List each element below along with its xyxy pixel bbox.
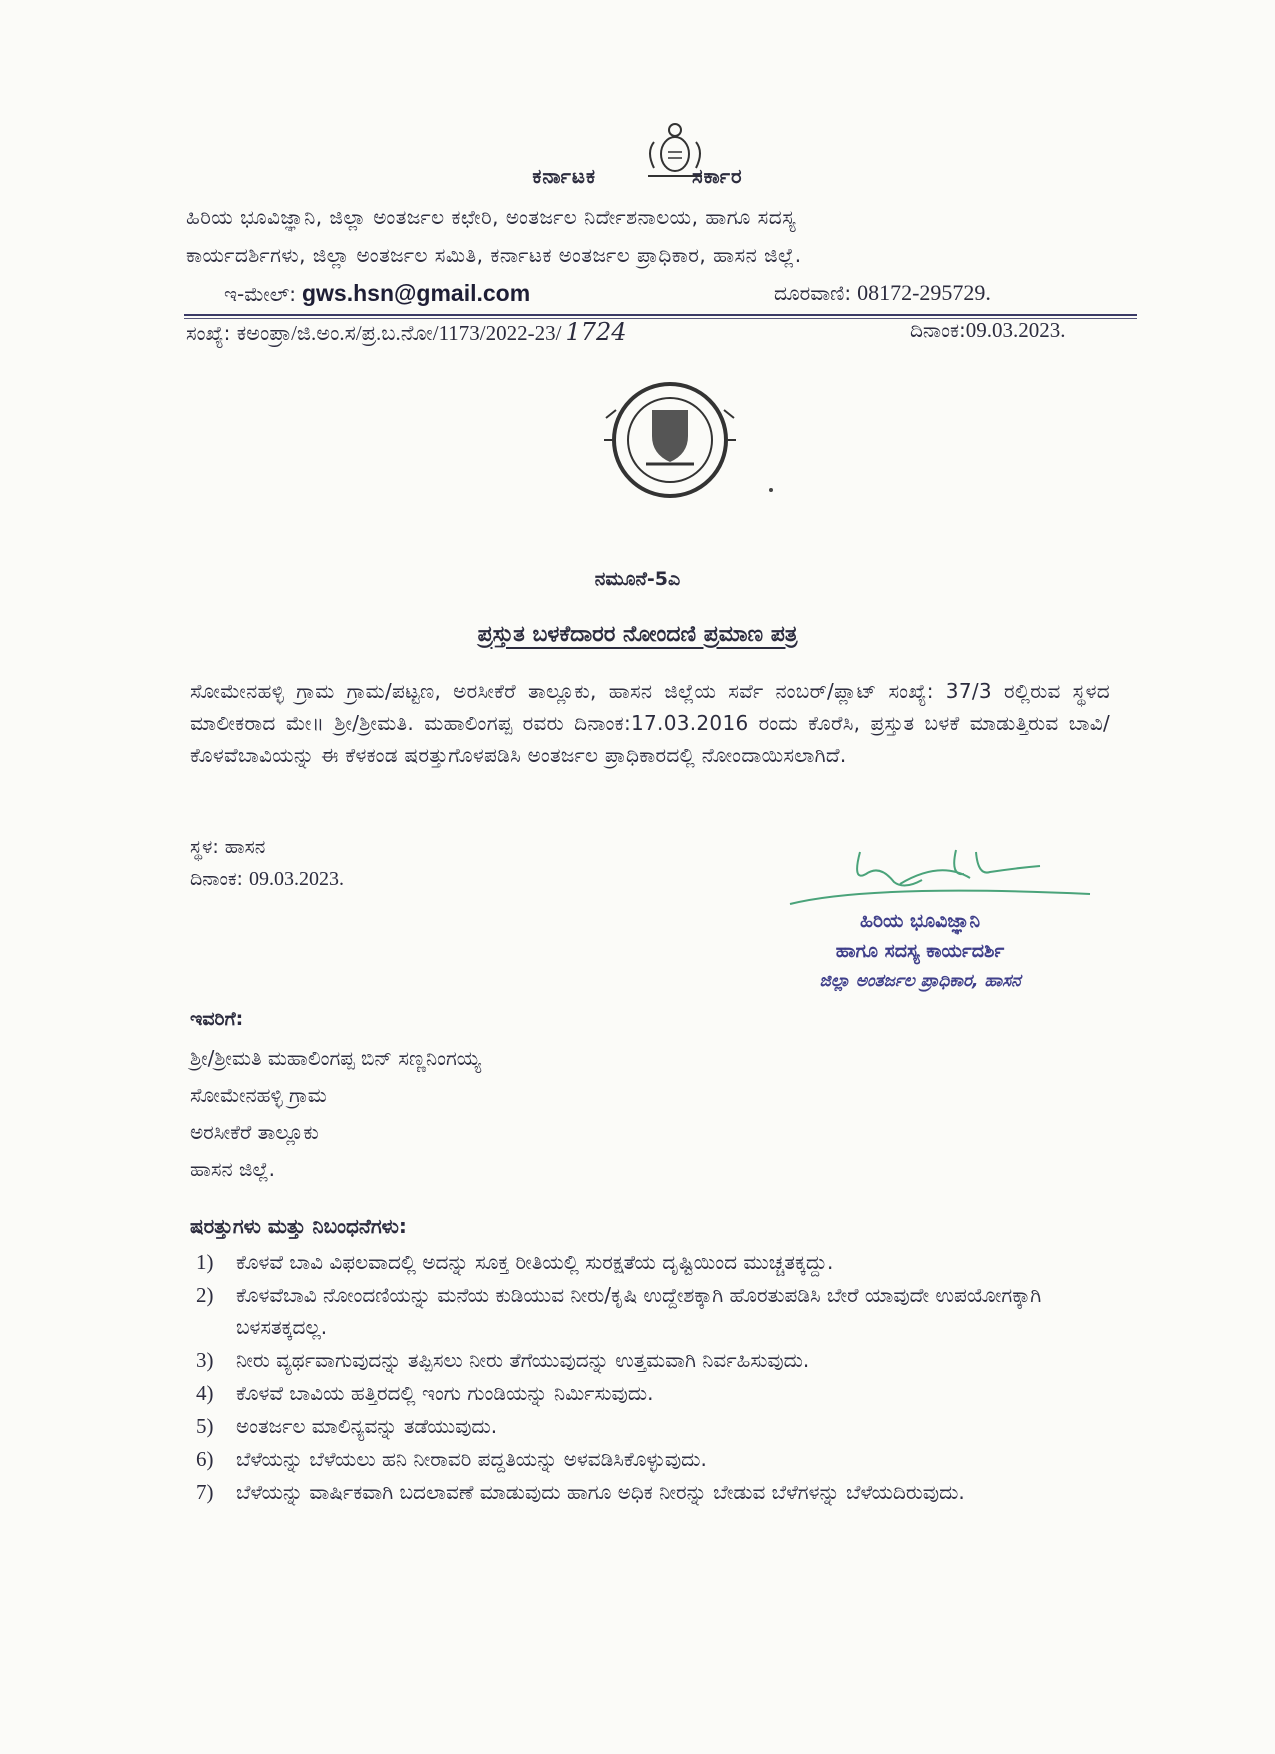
government-right: ಸರ್ಕಾರ (691, 164, 743, 188)
reference-row (186, 318, 627, 346)
condition-number: 6) (196, 1447, 214, 1471)
conditions-title: ಷರತ್ತುಗಳು ಮತ್ತು ನಿಬಂಧನೆಗಳು: (190, 1214, 407, 1238)
header-rule (184, 314, 1137, 316)
condition-text: ಕೊಳವೆಬಾವಿ ನೋಂದಣಿಯನ್ನು ಮನೆಯ ಕುಡಿಯುವ ನೀರು/ಕೃಷಿ ಉದ್ದೇಶಕ್ಕಾಗಿ ಹೊರತುಪಡಿಸಿ ಬೇರೆ ಯಾವುದೇ ಉಪಯೋಗಕ್ಕಾಗಿ ಬಳಸತಕ್ಕದಲ್ಲ. (236, 1283, 1042, 1339)
condition-item (196, 1410, 1136, 1442)
phone-number: 08172-295729. (857, 280, 991, 305)
phone-label: ದೂರವಾಣಿ: (774, 281, 852, 305)
condition-number: 3) (196, 1348, 214, 1372)
conditions-list (196, 1246, 1136, 1509)
signatory-line-3: ಜಿಲ್ಲಾ ಅಂತರ್ಜಲ ಪ್ರಾಧಿಕಾರ, ಹಾಸನ (819, 971, 1021, 991)
office-address (186, 198, 1086, 274)
certificate-title: ಪ್ರಸ್ತುತ ಬಳಕೆದಾರರ ನೋಂದಣಿ ಪ್ರಮಾಣ ಪತ್ರ (477, 622, 798, 647)
email-label: ಇ-ಮೇಲ್: (224, 282, 296, 306)
place-row (190, 836, 265, 858)
condition-number: 4) (196, 1381, 214, 1405)
condition-text: ನೀರು ವ್ಯರ್ಥವಾಗುವುದನ್ನು ತಪ್ಪಿಸಲು ನೀರು ತೆಗೆಯುವುದನ್ನು ಉತ್ತಮವಾಗಿ ನಿರ್ವಹಿಸುವುದು. (236, 1348, 810, 1372)
condition-number: 2) (196, 1283, 214, 1307)
condition-item (196, 1476, 1136, 1508)
email-row (224, 280, 530, 307)
recipient-label: ಇವರಿಗೆ: (190, 1008, 244, 1030)
government-heading (0, 164, 1275, 188)
condition-text: ಕೊಳವೆ ಬಾವಿಯ ಹತ್ತಿರದಲ್ಲಿ ಇಂಗು ಗುಂಡಿಯನ್ನು ನಿರ್ಮಿಸುವುದು. (236, 1381, 654, 1405)
signatory-stamp (740, 906, 1100, 996)
condition-number: 7) (196, 1480, 214, 1504)
condition-item (196, 1443, 1136, 1475)
address-line: ಅರಸೀಕೆರೆ ತಾಲ್ಲೂಕು (190, 1120, 319, 1144)
condition-text: ಅಂತರ್ಜಲ ಮಾಲಿನ್ಯವನ್ನು ತಡೆಯುವುದು. (236, 1414, 498, 1438)
address-line: ಶ್ರೀ/ಶ್ರೀಮತಿ ಮಹಾಲಿಂಗಪ್ಪ ಬಿನ್ ಸಣ್ಣನಿಂಗಯ್ಯ (190, 1046, 481, 1070)
signatory-line-1: ಹಿರಿಯ ಭೂವಿಜ್ಞಾನಿ (859, 910, 981, 932)
address-line: ಹಾಸನ ಜಿಲ್ಲೆ. (190, 1157, 275, 1181)
condition-item (196, 1344, 1136, 1376)
office-line-1: ಹಿರಿಯ ಭೂವಿಜ್ಞಾನಿ, ಜಿಲ್ಲಾ ಅಂತರ್ಜಲ ಕಛೇರಿ, ಅಂತರ್ಜಲ ನಿರ್ದೇಶನಾಲಯ, ಹಾಗೂ ಸದಸ್ಯ (186, 205, 797, 229)
condition-text: ಕೊಳವೆ ಬಾವಿ ವಿಫಲವಾದಲ್ಲಿ ಅದನ್ನು ಸೂಕ್ತ ರೀತಿಯಲ್ಲಿ ಸುರಕ್ಷತೆಯ ದೃಷ್ಟಿಯಿಂದ ಮುಚ್ಚತಕ್ಕದ್ದು. (236, 1250, 834, 1274)
place-value: ಹಾಸನ (224, 836, 266, 858)
issue-date-row (190, 868, 344, 891)
condition-text: ಬೆಳೆಯನ್ನು ವಾರ್ಷಿಕವಾಗಿ ಬದಲಾವಣೆ ಮಾಡುವುದು ಹಾಗೂ ಅಧಿಕ ನೀರನ್ನು ಬೇಡುವ ಬೆಳೆಗಳನ್ನು ಬೆಳೆಯದಿರುವುದು. (236, 1480, 965, 1504)
speck-dot (769, 488, 773, 492)
reference-label: ಸಂಖ್ಯೆ: (186, 321, 231, 345)
reference-handwritten: 1724 (565, 318, 627, 346)
authority-seal-icon (600, 378, 740, 502)
issue-date-label: ದಿನಾಂಕ: (190, 868, 243, 890)
recipient-address (190, 1040, 481, 1188)
reference-date: 09.03.2023. (965, 318, 1066, 342)
address-line: ಸೋಮೇನಹಳ್ಳಿ ಗ್ರಾಮ (190, 1083, 327, 1107)
condition-text: ಬೆಳೆಯನ್ನು ಬೆಳೆಯಲು ಹನಿ ನೀರಾವರಿ ಪದ್ದತಿಯನ್ನು ಅಳವಡಿಸಿಕೊಳ್ಳುವುದು. (236, 1447, 707, 1471)
email-address: gws.hsn@gmail.com (301, 280, 531, 306)
condition-number: 1) (196, 1250, 214, 1274)
issue-date-value: 09.03.2023. (248, 868, 344, 890)
place-label: ಸ್ಥಳ: (190, 836, 219, 858)
office-line-2: ಕಾರ್ಯದರ್ಶಿಗಳು, ಜಿಲ್ಲಾ ಅಂತರ್ಜಲ ಸಮಿತಿ, ಕರ್ನಾಟಕ ಅಂತರ್ಜಲ ಪ್ರಾಧಿಕಾರ, ಹಾಸನ ಜಿಲ್ಲೆ. (186, 243, 802, 267)
condition-item (196, 1377, 1136, 1409)
form-number: ನಮೂನೆ-5ಎ (594, 568, 681, 590)
reference-date-label: ದಿನಾಂಕ: (910, 318, 966, 342)
government-left: ಕರ್ನಾಟಕ (532, 164, 596, 188)
phone-row (774, 280, 991, 306)
condition-item (196, 1246, 1136, 1278)
reference-date-row (910, 318, 1065, 343)
certificate-body: ಸೋಮೇನಹಳ್ಳಿ ಗ್ರಾಮ ಗ್ರಾಮ/ಪಟ್ಟಣ, ಅರಸೀಕೆರೆ ತಾಲ್ಲೂಕು, ಹಾಸನ ಜಿಲ್ಲೆಯ ಸರ್ವೆ ನಂಬರ್/ಪ್ಲಾಟ್ ಸಂಖ್ಯೆ: 37/3 ರಲ್ಲಿರುವ ಸ್ಥಳದ ಮಾಲೀಕರಾದ ಮೇ॥ ಶ್ರೀ/ಶ್ರೀಮತಿ. ಮಹಾಲಿಂಗಪ್ಪ ರವರು ದಿನಾಂಕ:17.03.2016 ರಂದು ಕೊರೆಸಿ, ಪ್ರಸ್ತುತ ಬಳಕೆ ಮಾಡುತ್ತಿರುವ ಬಾವಿ/ಕೊಳವೆಬಾವಿಯನ್ನು ಈ ಕೆಳಕಂಡ ಷರತ್ತುಗೊಳಪಡಿಸಿ ಅಂತರ್ಜಲ ಪ್ರಾಧಿಕಾರದಲ್ಲಿ ನೋಂದಾಯಿಸಲಾಗಿದೆ. (190, 679, 1110, 767)
reference-number: ಕಅಂಪ್ರಾ/ಜಿ.ಅಂ.ಸ/ಪ್ರ.ಬ.ನೋ/1173/2022-23/ (236, 321, 562, 345)
condition-item (196, 1279, 1136, 1343)
signatory-line-2: ಹಾಗೂ ಸದಸ್ಯ ಕಾರ್ಯದರ್ಶಿ (835, 940, 1005, 962)
condition-number: 5) (196, 1414, 214, 1438)
